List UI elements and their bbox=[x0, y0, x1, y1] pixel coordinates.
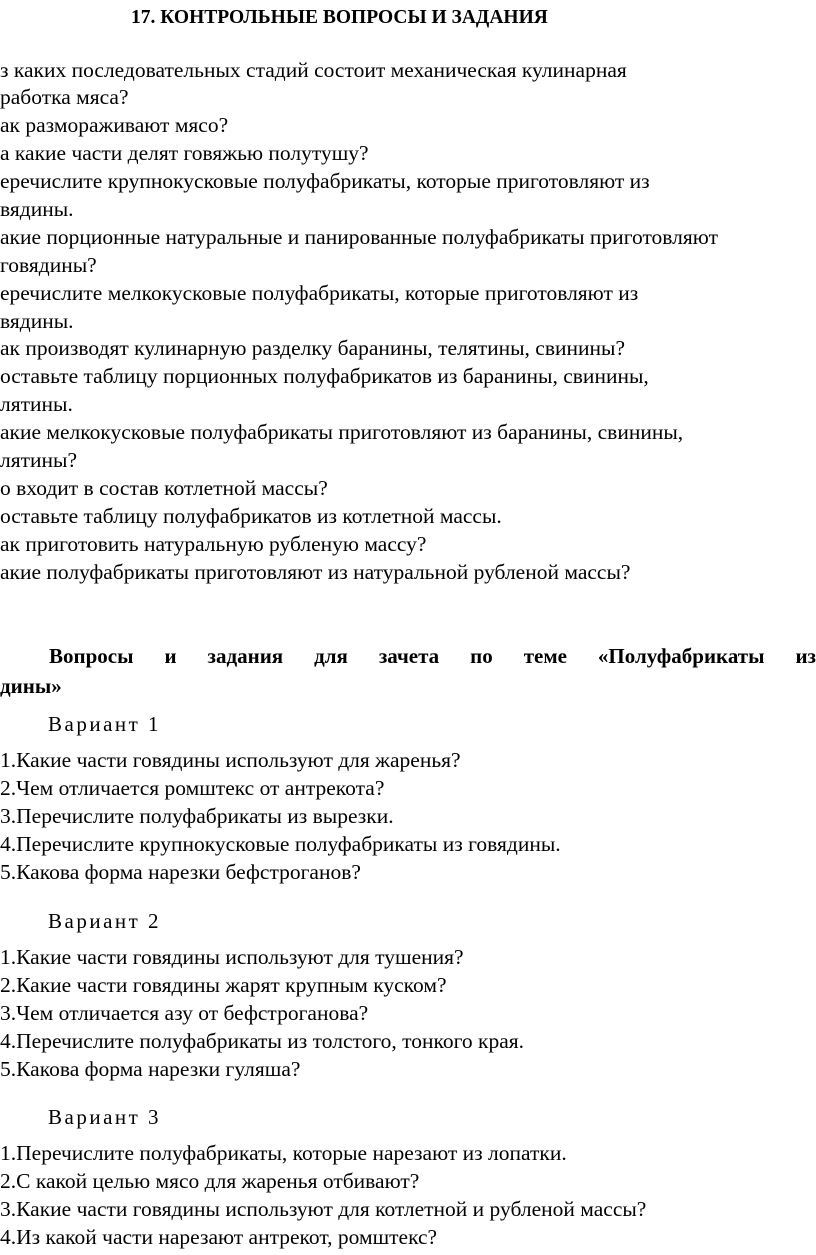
variant-title: Вариант 1 bbox=[48, 712, 162, 736]
variant-question: 5.Какова форма нарезки гуляша? bbox=[0, 1057, 301, 1081]
question-line: ак приготовить натуральную рубленую массу? bbox=[0, 532, 427, 556]
section-heading-word: и bbox=[164, 644, 177, 668]
question-line: а какие части делят говяжью полутушу? bbox=[0, 141, 369, 165]
variant-question: 1.Какие части говядины используют для тушения? bbox=[0, 945, 464, 969]
question-line: з каких последовательных стадий состоит механическая кулинарная bbox=[0, 58, 627, 82]
question-line: акие мелкокусковые полуфабрикаты приготовляют из баранины, свинины, bbox=[0, 420, 684, 444]
variant-question: 1.Какие части говядины используют для жаренья? bbox=[0, 748, 461, 772]
section-heading-word: Вопросы bbox=[49, 644, 134, 668]
question-line: еречислите крупнокусковые полуфабрикаты, которые приготовляют из bbox=[0, 169, 650, 193]
question-line: вядины. bbox=[0, 309, 74, 333]
variant-question: 4.Перечислите крупнокусковые полуфабрикаты из говядины. bbox=[0, 832, 561, 856]
section-heading-word: задания bbox=[207, 644, 284, 668]
section-heading-word: теме bbox=[523, 644, 567, 668]
question-line: работка мяса? bbox=[0, 85, 129, 109]
question-line: оставьте таблицу порционных полуфабрикатов из баранины, свинины, bbox=[0, 364, 649, 388]
question-line: о входит в состав котлетной массы? bbox=[0, 476, 328, 500]
variant-question: 2.Чем отличается ромштекс от антрекота? bbox=[0, 776, 385, 800]
section-heading-word: зачета bbox=[378, 644, 440, 668]
section-heading-continuation: дины» bbox=[0, 674, 62, 698]
variant-title: Вариант 3 bbox=[48, 1105, 162, 1129]
question-line: акие порционные натуральные и панированные полуфабрикаты приготовляют bbox=[0, 225, 718, 249]
variant-question: 5.Какова форма нарезки бефстроганов? bbox=[0, 860, 361, 884]
variant-question: 4.Перечислите полуфабрикаты из толстого, тонкого края. bbox=[0, 1029, 525, 1053]
variant-title: Вариант 2 bbox=[48, 909, 162, 933]
question-line: ак размораживают мясо? bbox=[0, 113, 229, 137]
variant-question: 2.Какие части говядины жарят крупным куском? bbox=[0, 973, 447, 997]
variant-question: 3.Чем отличается азу от бефстроганова? bbox=[0, 1001, 369, 1025]
variant-question: 2.С какой целью мясо для жаренья отбивают? bbox=[0, 1169, 420, 1193]
page-title: 17. КОНТРОЛЬНЫЕ ВОПРОСЫ И ЗАДАНИЯ bbox=[131, 7, 548, 28]
section-heading-word: из bbox=[795, 644, 816, 668]
variant-question: 4.Из какой части нарезают антрекот, ромштекс? bbox=[0, 1225, 438, 1249]
question-line: лятины. bbox=[0, 392, 73, 416]
section-heading-word: для bbox=[314, 644, 348, 668]
question-line: акие полуфабрикаты приготовляют из натуральной рубленой массы? bbox=[0, 560, 631, 584]
question-line: лятины? bbox=[0, 448, 78, 472]
question-line: ак производят кулинарную разделку баранины, телятины, свинины? bbox=[0, 336, 626, 360]
question-line: говядины? bbox=[0, 253, 97, 277]
section-heading bbox=[49, 644, 816, 669]
question-line: еречислите мелкокусковые полуфабрикаты, которые приготовляют из bbox=[0, 281, 639, 305]
question-line: вядины. bbox=[0, 197, 74, 221]
question-line: оставьте таблицу полуфабрикатов из котлетной массы. bbox=[0, 504, 502, 528]
section-heading-word: «Полуфабрикаты bbox=[597, 644, 765, 668]
variant-question: 1.Перечислите полуфабрикаты, которые нарезают из лопатки. bbox=[0, 1141, 567, 1165]
section-heading-word: по bbox=[470, 644, 493, 668]
variant-question: 3.Какие части говядины используют для котлетной и рубленой массы? bbox=[0, 1197, 647, 1221]
variant-question: 3.Перечислите полуфабрикаты из вырезки. bbox=[0, 804, 394, 828]
